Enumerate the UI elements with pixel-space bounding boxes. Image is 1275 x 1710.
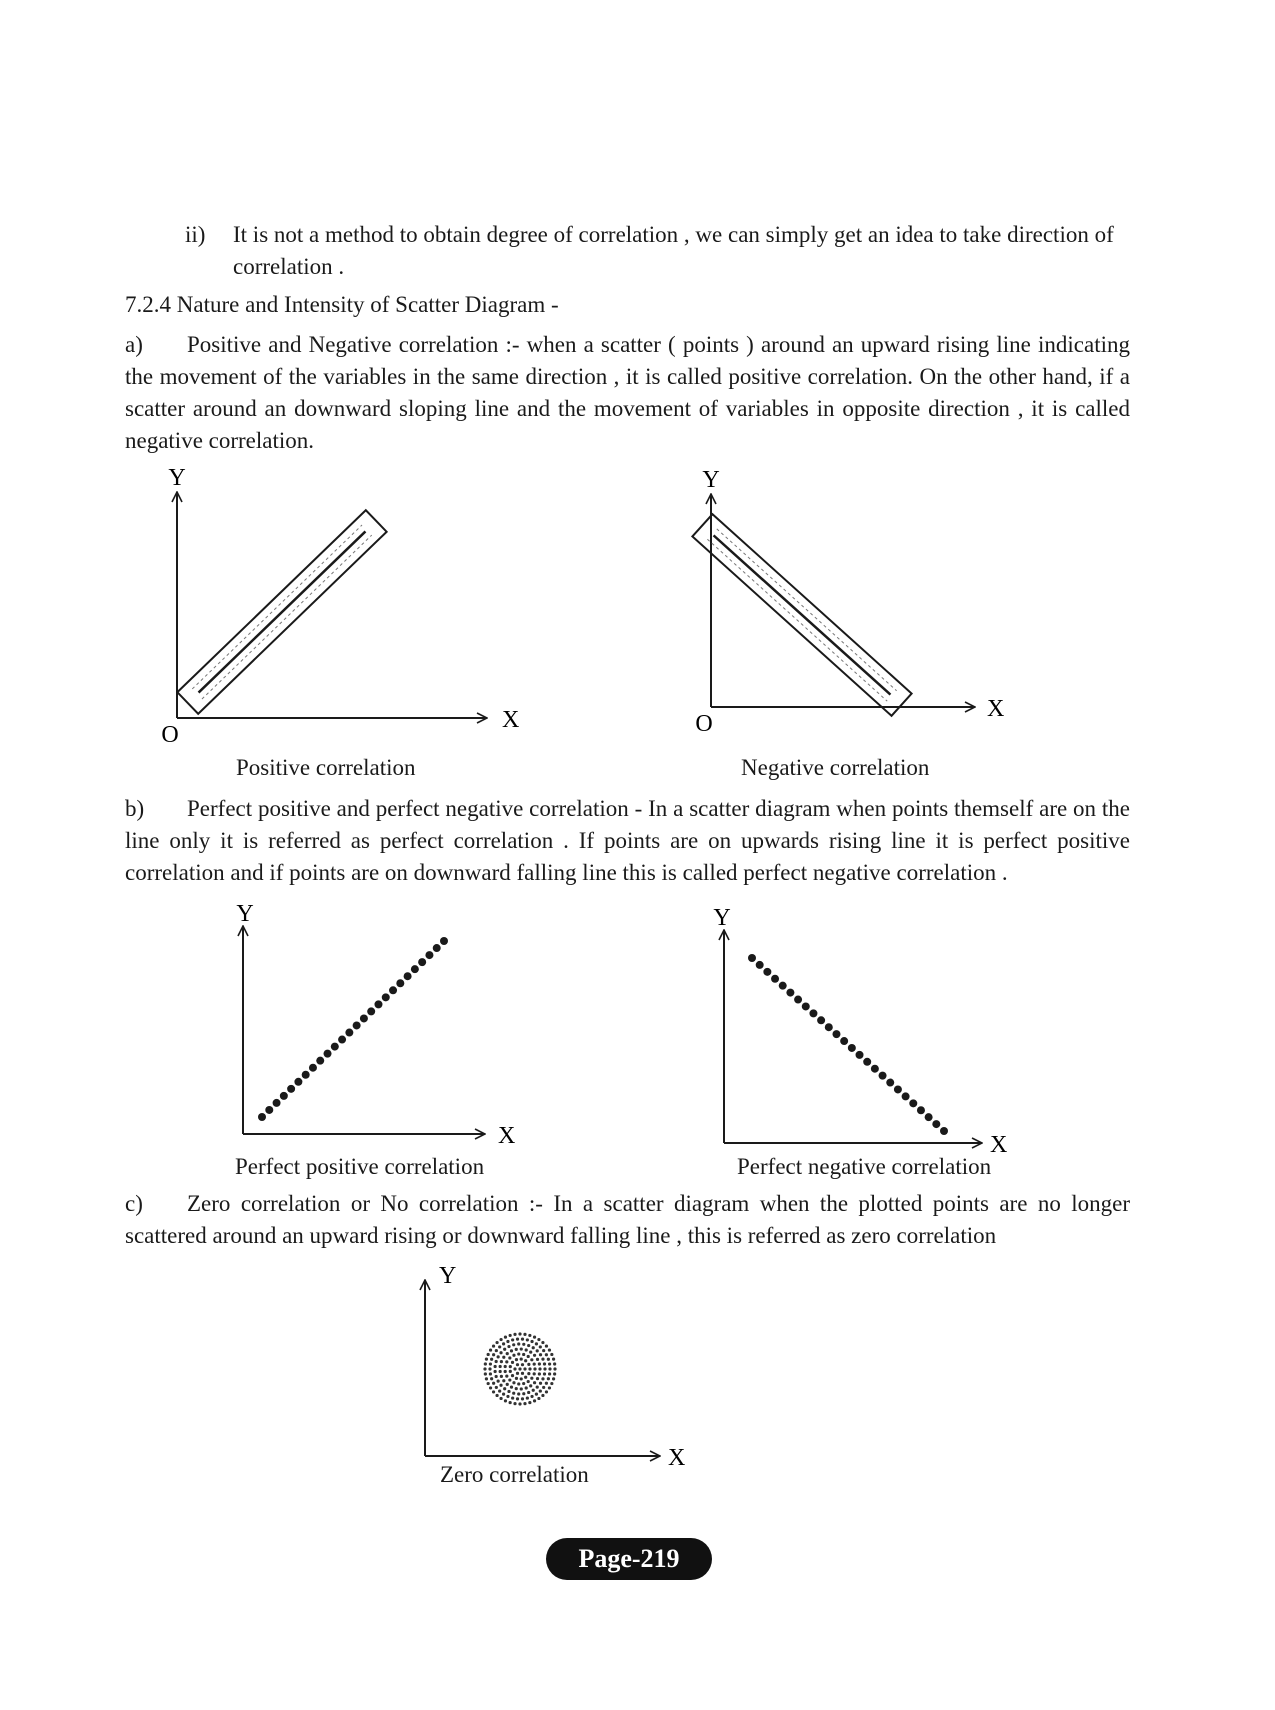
scatter-point (316, 1057, 324, 1065)
scatter-point (863, 1058, 871, 1066)
scatter-point (548, 1372, 551, 1375)
dot-line (258, 937, 448, 1121)
dot-cluster (483, 1332, 556, 1405)
scatter-point (505, 1375, 508, 1378)
scatter-point (508, 1356, 511, 1359)
scatter-point (527, 1344, 530, 1347)
scatter-point (345, 1029, 353, 1037)
scatter-point (518, 1332, 521, 1335)
scatter-point (522, 1353, 525, 1356)
scatter-point (499, 1338, 502, 1341)
scatter-point (504, 1365, 507, 1368)
scatter-point (258, 1113, 266, 1121)
y-axis-label: Y (439, 1263, 457, 1289)
scatter-point (338, 1036, 346, 1044)
x-axis-label: X (668, 1445, 686, 1471)
scatter-point (517, 1382, 520, 1385)
scatter-point (495, 1394, 498, 1397)
scatter-point (516, 1363, 519, 1366)
scatter-point (537, 1338, 540, 1341)
scatter-point (516, 1338, 519, 1341)
y-axis-label: Y (702, 467, 720, 493)
scatter-point (425, 951, 433, 959)
x-axis-label: X (987, 696, 1005, 722)
scatter-point (771, 975, 779, 983)
scatter-point (513, 1333, 516, 1336)
scatter-point (527, 1355, 530, 1358)
x-axis-label: X (498, 1123, 516, 1149)
scatter-point (324, 1050, 332, 1058)
scatter-point (550, 1382, 553, 1385)
scatter-point (517, 1392, 520, 1395)
scatter-point (502, 1393, 505, 1396)
scatter-point (509, 1401, 512, 1404)
paragraph-c-text: Zero correlation or No correlation :- In a scatter diagram when the plotted points are no longer scattered around an upward rising or downward falling line , this is referred as zero correlation (125, 1191, 1130, 1248)
scatter-point (530, 1358, 533, 1361)
scatter-point (832, 1030, 840, 1038)
scatter-point (527, 1363, 530, 1366)
scatter-point (495, 1375, 498, 1378)
origin-label: O (695, 711, 713, 737)
scatter-point (932, 1120, 940, 1128)
scatter-point (533, 1367, 536, 1370)
scatter-point (543, 1367, 546, 1370)
scatter-point (518, 1402, 521, 1405)
scatter-point (539, 1345, 542, 1348)
scatter-point (510, 1349, 513, 1352)
scatter-point (925, 1113, 933, 1121)
scatter-point (553, 1367, 556, 1370)
scatter-point (502, 1342, 505, 1345)
scatter-point (523, 1333, 526, 1336)
scatter-point (516, 1397, 519, 1400)
scatter-point (280, 1092, 288, 1100)
y-axis-label: Y (713, 905, 731, 931)
scatter-point (506, 1352, 509, 1355)
positive-correlation-figure (161, 465, 519, 748)
scatter-point (521, 1363, 524, 1366)
scatter-point (786, 989, 794, 997)
scatter-point (516, 1372, 519, 1375)
scatter-point (515, 1358, 518, 1361)
scatter-point (533, 1399, 536, 1402)
scatter-point (523, 1367, 526, 1370)
scatter-point (487, 1382, 490, 1385)
perfect-negative-correlation-figure (713, 905, 1007, 1158)
scatter-point (538, 1367, 541, 1370)
scatter-point (886, 1079, 894, 1087)
scatter-point (520, 1387, 523, 1390)
paragraph-b-label: b) (125, 796, 145, 821)
scatter-point (485, 1358, 488, 1361)
scatter-point (545, 1353, 548, 1356)
x-axis-label: X (990, 1132, 1008, 1158)
scatter-point (294, 1078, 302, 1086)
scatter-point (499, 1351, 502, 1354)
scatter-point (527, 1391, 530, 1394)
scatter-point (494, 1365, 497, 1368)
list-item-text: It is not a method to obtain degree of correlation , we can simply get an idea to take direction of correlation . (233, 222, 1114, 279)
scatter-point (492, 1382, 495, 1385)
scatter-point (309, 1064, 317, 1072)
scatter-point (515, 1348, 518, 1351)
scatter-point (498, 1389, 501, 1392)
scatter-point (535, 1342, 538, 1345)
scatter-point (550, 1353, 553, 1356)
scatter-point (536, 1377, 539, 1380)
scatter-point (509, 1365, 512, 1368)
caption-zero-correlation: Zero correlation (440, 1462, 589, 1487)
scatter-point (503, 1387, 506, 1390)
scatter-point (499, 1384, 502, 1387)
y-axis-label: Y (168, 465, 186, 491)
scatter-point (497, 1355, 500, 1358)
scatter-point (374, 1000, 382, 1008)
scatter-point (495, 1349, 498, 1352)
scatter-point (521, 1338, 524, 1341)
scatter-point (513, 1402, 516, 1405)
scatter-point (545, 1344, 548, 1347)
caption-negative-correlation: Negative correlation (741, 755, 930, 780)
scatter-point (538, 1372, 541, 1375)
scatter-point (548, 1367, 551, 1370)
scatter-point (484, 1362, 487, 1365)
scatter-point (492, 1344, 495, 1347)
scatter-point (909, 1099, 917, 1107)
scatter-point (525, 1386, 528, 1389)
scatter-point (502, 1379, 505, 1382)
scatter-point (539, 1382, 542, 1385)
scatter-point (507, 1345, 510, 1348)
scatter-point (495, 1360, 498, 1363)
scatter-point (536, 1349, 539, 1352)
scatter-point (498, 1345, 501, 1348)
scatter-point (499, 1365, 502, 1368)
scatter-point (515, 1387, 518, 1390)
scatter-point (522, 1382, 525, 1385)
scatter-point (871, 1065, 879, 1073)
scatter-point (537, 1397, 540, 1400)
scatter-point (500, 1360, 503, 1363)
scatter-point (509, 1370, 512, 1373)
scatter-point (536, 1386, 539, 1389)
scatter-point (520, 1357, 523, 1360)
scatter-point (520, 1377, 523, 1380)
scatter-point (542, 1349, 545, 1352)
scatter-point (522, 1343, 525, 1346)
scatter-point (748, 954, 756, 962)
scatter-point (547, 1377, 550, 1380)
scatter-point (533, 1336, 536, 1339)
page-number-badge: Page-219 (546, 1538, 712, 1580)
caption-positive-correlation: Positive correlation (236, 755, 416, 780)
scatter-point (779, 982, 787, 990)
scatter-band (177, 510, 386, 714)
scatter-point (524, 1376, 527, 1379)
scatter-point (273, 1099, 281, 1107)
scatter-point (511, 1396, 514, 1399)
section-heading: 7.2.4 Nature and Intensity of Scatter Diagram - (125, 292, 559, 317)
scatter-point (539, 1353, 542, 1356)
scatter-point (533, 1363, 536, 1366)
scatter-point (539, 1389, 542, 1392)
scatter-point (545, 1382, 548, 1385)
perfect-positive-correlation-figure (236, 901, 515, 1149)
list-item-number: ii) (185, 222, 206, 247)
scatter-point (485, 1377, 488, 1380)
scatter-point (512, 1381, 515, 1384)
scatter-point (552, 1377, 555, 1380)
scatter-point (389, 986, 397, 994)
scatter-point (552, 1358, 555, 1361)
scatter-point (506, 1340, 509, 1343)
scatter-point (548, 1386, 551, 1389)
scatter-point (331, 1043, 339, 1051)
scatter-point (518, 1367, 521, 1370)
scatter-point (848, 1044, 856, 1052)
scatter-point (490, 1358, 493, 1361)
dot-line (748, 954, 948, 1135)
scatter-point (487, 1353, 490, 1356)
scatter-point (504, 1370, 507, 1373)
caption-perfect-negative-correlation: Perfect negative correlation (737, 1154, 992, 1179)
scatter-point (499, 1397, 502, 1400)
scatter-point (353, 1021, 361, 1029)
scatter-point (513, 1367, 516, 1370)
scatter-point (526, 1396, 529, 1399)
scatter-point (525, 1348, 528, 1351)
scatter-point (763, 968, 771, 976)
scatter-point (794, 996, 802, 1004)
scatter-point (495, 1386, 498, 1389)
scatter-point (530, 1340, 533, 1343)
scatter-point (509, 1334, 512, 1337)
scatter-point (524, 1359, 527, 1362)
scatter-point (533, 1354, 536, 1357)
scatter-point (265, 1106, 273, 1114)
scatter-point (382, 993, 390, 1001)
scatter-point (530, 1395, 533, 1398)
scatter-point (512, 1354, 515, 1357)
scatter-point (492, 1390, 495, 1393)
scatter-point (902, 1092, 910, 1100)
scatter-point (553, 1372, 556, 1375)
paragraph-c-label: c) (125, 1191, 143, 1216)
scatter-point (894, 1085, 902, 1093)
scatter-point (526, 1338, 529, 1341)
scatter-point (500, 1375, 503, 1378)
scatter-point (545, 1390, 548, 1393)
scatter-point (494, 1370, 497, 1373)
scatter-point (511, 1361, 514, 1364)
scatter-point (489, 1372, 492, 1375)
scatter-point (504, 1336, 507, 1339)
scatter-point (547, 1358, 550, 1361)
scatter-point (529, 1351, 532, 1354)
paragraph-b-text: Perfect positive and perfect negative correlation - In a scatter diagram when points themself are on the line only it is referred as perfect correlation . If points are on upwards rising line it is perfect positive correlation and if points are on downward falling line this is called perfect negative correlation . (125, 796, 1130, 885)
scatter-point (533, 1372, 536, 1375)
scatter-point (548, 1348, 551, 1351)
scatter-point (440, 937, 448, 945)
scatter-point (532, 1389, 535, 1392)
scatter-point (497, 1380, 500, 1383)
scatter-point (856, 1051, 864, 1059)
scatter-point (817, 1016, 825, 1024)
scatter-point (488, 1367, 491, 1370)
scatter-point (411, 965, 419, 973)
scatter-point (543, 1362, 546, 1365)
scatter-point (527, 1380, 530, 1383)
scatter-point (521, 1372, 524, 1375)
negative-correlation-figure (692, 467, 1004, 737)
scatter-point (517, 1342, 520, 1345)
scatter-point (515, 1377, 518, 1380)
y-axis-label: Y (236, 901, 254, 927)
scatter-point (512, 1343, 515, 1346)
scatter-point (940, 1127, 948, 1135)
scatter-point (506, 1383, 509, 1386)
scatter-point (523, 1402, 526, 1405)
scatter-point (532, 1346, 535, 1349)
paragraph-a-label: a) (125, 332, 143, 357)
scatter-point (802, 1002, 810, 1010)
scatter-point (287, 1085, 295, 1093)
caption-perfect-positive-correlation: Perfect positive correlation (235, 1154, 485, 1179)
scatter-point (521, 1397, 524, 1400)
scatter-point (489, 1362, 492, 1365)
scatter-band (692, 514, 911, 716)
scatter-point (489, 1386, 492, 1389)
scatter-point (541, 1341, 544, 1344)
scatter-point (543, 1372, 546, 1375)
scatter-point (530, 1377, 533, 1380)
scatter-point (541, 1394, 544, 1397)
scatter-point (809, 1009, 817, 1017)
scatter-point (548, 1362, 551, 1365)
scatter-point (528, 1334, 531, 1337)
scatter-point (527, 1372, 530, 1375)
origin-label: O (161, 722, 179, 748)
scatter-point (517, 1352, 520, 1355)
scatter-point (512, 1392, 515, 1395)
scatter-point (917, 1106, 925, 1114)
x-axis-label: X (502, 707, 520, 733)
scatter-point (484, 1372, 487, 1375)
scatter-point (490, 1377, 493, 1380)
scatter-point (367, 1007, 375, 1015)
scatter-point (302, 1071, 310, 1079)
scatter-point (505, 1360, 508, 1363)
scatter-point (492, 1353, 495, 1356)
scatter-point (511, 1374, 514, 1377)
scatter-point (840, 1037, 848, 1045)
scatter-point (535, 1393, 538, 1396)
scatter-point (879, 1072, 887, 1080)
scatter-point (396, 979, 404, 987)
scatter-point (522, 1392, 525, 1395)
scatter-point (528, 1367, 531, 1370)
scatter-point (503, 1348, 506, 1351)
scatter-point (418, 958, 426, 966)
scatter-point (489, 1348, 492, 1351)
scatter-point (504, 1399, 507, 1402)
paragraph-a-text: Positive and Negative correlation :- when a scatter ( points ) around an upward rising line indicating the movement of the variables in the same direction , it is called positive correlation. On the other hand, if a scatter around an downward sloping line and the movement of variables in opposite direction , it is called negative correlation. (125, 332, 1130, 453)
scatter-point (433, 944, 441, 952)
scatter-point (536, 1358, 539, 1361)
scatter-point (538, 1362, 541, 1365)
scatter-point (508, 1378, 511, 1381)
scatter-point (495, 1341, 498, 1344)
scatter-point (541, 1377, 544, 1380)
scatter-point (541, 1358, 544, 1361)
scatter-point (533, 1381, 536, 1384)
scatter-point (825, 1023, 833, 1031)
scatter-point (404, 972, 412, 980)
scatter-point (756, 961, 764, 969)
scatter-point (360, 1014, 368, 1022)
scatter-point (483, 1367, 486, 1370)
scatter-point (510, 1386, 513, 1389)
scatter-point (528, 1401, 531, 1404)
scatter-point (542, 1386, 545, 1389)
scatter-point (520, 1347, 523, 1350)
scatter-point (502, 1356, 505, 1359)
scatter-point (507, 1390, 510, 1393)
scatter-point (506, 1395, 509, 1398)
scatter-point (553, 1362, 556, 1365)
scatter-point (499, 1370, 502, 1373)
zero-correlation-figure (425, 1263, 685, 1471)
scatter-point (529, 1384, 532, 1387)
scatter-point (511, 1338, 514, 1341)
